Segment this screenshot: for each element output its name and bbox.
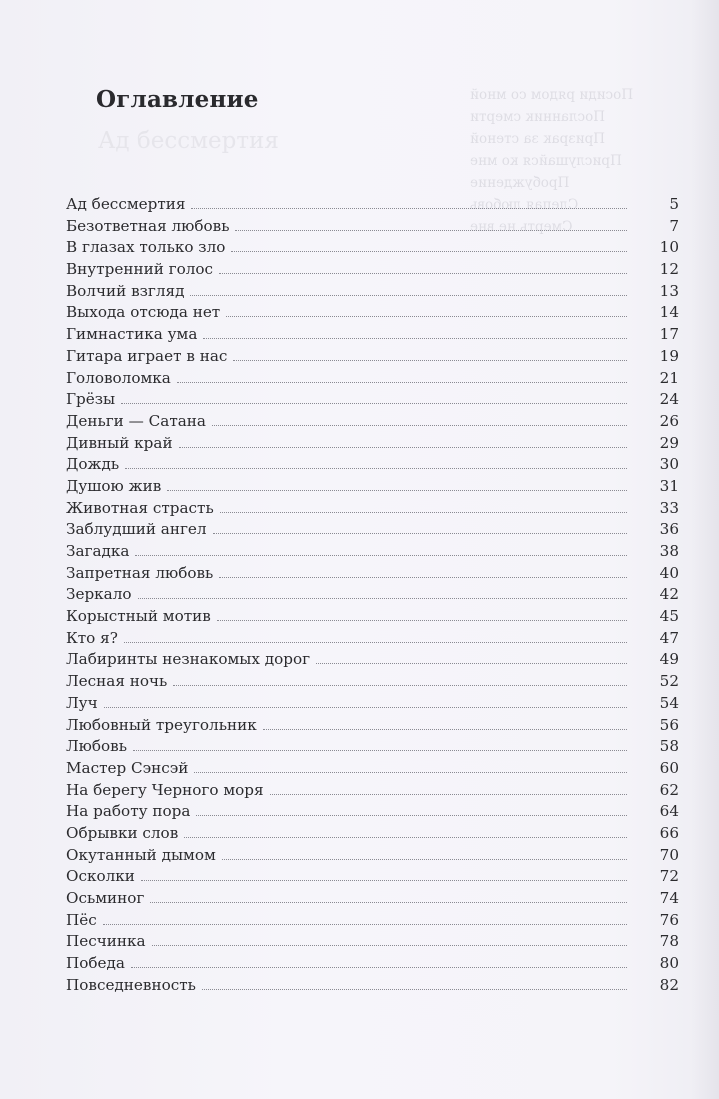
toc-entry[interactable]	[66, 346, 679, 368]
dot-leader	[121, 402, 627, 404]
dot-leader	[233, 359, 627, 361]
dot-leader	[131, 966, 627, 968]
toc-entry-page-number: 60	[659, 758, 679, 777]
toc-entry-page-number: 17	[659, 325, 679, 344]
toc-entry-title: Головоломка	[66, 368, 171, 387]
toc-entry-page-number: 80	[659, 954, 679, 973]
toc-entry-title: Внутренний голос	[66, 260, 214, 279]
dot-leader	[194, 771, 627, 773]
toc-entry[interactable]	[66, 931, 679, 953]
toc-entry-title: Мастер Сэнсэй	[66, 758, 189, 777]
dot-leader	[196, 814, 627, 816]
toc-entry-page-number: 21	[659, 368, 679, 387]
toc-entry-title: Зеркало	[66, 585, 132, 604]
toc-entry-page-number: 54	[659, 693, 679, 712]
toc-entry-title: Ад бессмертия	[66, 195, 186, 213]
toc-entry-title: Любовь	[66, 737, 128, 756]
toc-entry-page-number: 72	[659, 867, 679, 886]
toc-entry-page-number: 19	[659, 346, 679, 365]
toc-entry[interactable]	[66, 888, 679, 910]
toc-entry-title: Грёзы	[66, 390, 116, 409]
toc-entry[interactable]	[66, 584, 679, 606]
toc-entry-page-number: 13	[659, 281, 679, 300]
dot-leader	[103, 923, 627, 925]
toc-entry-title: Пёс	[66, 910, 97, 929]
dot-leader	[138, 597, 627, 599]
toc-entry-title: Безответная любовь	[66, 216, 230, 235]
dot-leader	[177, 381, 627, 383]
toc-entry-title: Загадка	[66, 542, 130, 560]
toc-entry[interactable]	[66, 606, 679, 628]
toc-entry-page-number: 70	[659, 845, 679, 864]
dot-leader	[222, 858, 627, 860]
toc-entry-title: Запретная любовь	[66, 563, 214, 582]
toc-entry[interactable]	[66, 389, 679, 411]
toc-entry[interactable]	[66, 237, 679, 259]
toc-entry-title: Гимнастика ума	[66, 325, 198, 344]
dot-leader	[226, 315, 627, 317]
toc-entry[interactable]	[66, 628, 679, 650]
bleed-through-line: Слепая любовь	[470, 197, 579, 213]
toc-entry-page-number: 24	[659, 390, 679, 409]
toc-entry[interactable]	[66, 693, 679, 715]
toc-entry[interactable]	[66, 281, 679, 303]
toc-entry-page-number: 29	[659, 433, 679, 452]
toc-entry[interactable]	[66, 866, 679, 888]
toc-entry-page-number: 12	[659, 260, 679, 279]
toc-entry-title: Лесная ночь	[66, 672, 168, 691]
toc-entry-page-number: 47	[659, 628, 679, 647]
toc-entry-title: Луч	[66, 693, 98, 712]
dot-leader	[213, 532, 627, 534]
dot-leader	[219, 272, 627, 274]
toc-entry[interactable]	[66, 259, 679, 281]
dot-leader	[191, 207, 627, 209]
dot-leader	[212, 424, 627, 426]
toc-entry-title: Животная страсть	[66, 498, 214, 517]
toc-entry-page-number: 26	[659, 411, 679, 430]
toc-entry-title: Любовный треугольник	[66, 715, 257, 734]
bleed-through-line: Прислушайся ко мне	[470, 153, 622, 169]
toc-entry[interactable]	[66, 758, 679, 780]
toc-entry-page-number: 52	[659, 672, 679, 691]
toc-entry-title: На работу пора	[66, 802, 191, 821]
toc-entry-title: Осколки	[66, 867, 135, 886]
toc-entry-page-number: 10	[659, 238, 679, 257]
toc-entry-title: Дождь	[66, 455, 120, 474]
toc-entry-page-number: 7	[669, 216, 679, 235]
bleed-through-line: Призрак за стеной	[470, 131, 606, 147]
dot-leader	[217, 619, 627, 621]
toc-entry-page-number: 82	[659, 975, 679, 994]
dot-leader	[141, 879, 627, 881]
page-title: Оглавление	[96, 86, 259, 113]
toc-entry-page-number: 66	[659, 823, 679, 842]
toc-entry-page-number: 30	[659, 455, 679, 474]
toc-entry[interactable]	[66, 910, 679, 932]
toc-entry-page-number: 76	[659, 910, 679, 929]
toc-entry-title: Лабиринты незнакомых дорог	[66, 650, 311, 669]
toc-entry-title: В глазах только зло	[66, 238, 226, 257]
dot-leader	[235, 229, 627, 231]
toc-entry-page-number: 64	[659, 802, 679, 821]
bleed-through-line: Посланник смерти	[470, 109, 605, 125]
bleed-through-line: Посиди рядом со мной	[470, 87, 634, 103]
toc-entry-title: Корыстный мотив	[66, 607, 211, 626]
toc-entry[interactable]	[66, 302, 679, 324]
toc-entry[interactable]	[66, 671, 679, 693]
toc-entry[interactable]	[66, 411, 679, 433]
toc-entry-page-number: 45	[659, 607, 679, 626]
toc-entry-title: Душою жив	[66, 476, 162, 495]
dot-leader	[150, 901, 627, 903]
toc-entry[interactable]	[66, 368, 679, 390]
dot-leader	[179, 446, 627, 448]
toc-entry-page-number: 36	[659, 520, 679, 539]
toc-entry-title: Победа	[66, 954, 125, 973]
toc-entry[interactable]	[66, 194, 679, 216]
toc-entry[interactable]	[66, 780, 679, 802]
dot-leader	[219, 576, 627, 578]
toc-entry-page-number: 58	[659, 737, 679, 756]
toc-entry-title: Выхода отсюда нет	[66, 303, 221, 322]
toc-entry[interactable]	[66, 801, 679, 823]
dot-leader	[152, 944, 627, 946]
toc-entry[interactable]	[66, 541, 679, 563]
bleed-through-line: Пробуждение	[470, 175, 570, 191]
toc-entry[interactable]	[66, 715, 679, 737]
dot-leader	[202, 988, 627, 990]
dot-leader	[124, 641, 627, 643]
dot-leader	[263, 728, 627, 730]
dot-leader	[231, 250, 627, 252]
toc-entry[interactable]	[66, 476, 679, 498]
toc-entry-title: Деньги — Сатана	[66, 411, 206, 430]
dot-leader	[133, 749, 627, 751]
toc-entry-title: Повседневность	[66, 975, 196, 994]
toc-entry-page-number: 40	[659, 563, 679, 582]
dot-leader	[135, 554, 627, 556]
toc-entry[interactable]	[66, 736, 679, 758]
dot-leader	[184, 836, 627, 838]
toc-entry[interactable]	[66, 845, 679, 867]
table-of-contents	[66, 194, 679, 996]
toc-entry-title: Кто я?	[66, 628, 118, 647]
toc-entry-page-number: 74	[659, 889, 679, 907]
toc-entry[interactable]	[66, 823, 679, 845]
toc-entry-title: Окутанный дымом	[66, 845, 216, 864]
toc-entry-page-number: 56	[659, 715, 679, 734]
dot-leader	[220, 511, 627, 513]
page-edge-shadow	[691, 0, 719, 1099]
toc-entry-page-number: 78	[659, 932, 679, 951]
toc-entry-title: Заблудший ангел	[66, 520, 207, 539]
toc-entry-page-number: 49	[659, 650, 679, 669]
dot-leader	[270, 793, 627, 795]
toc-entry[interactable]	[66, 563, 679, 585]
dot-leader	[173, 684, 627, 686]
toc-entry-page-number: 14	[659, 303, 679, 322]
dot-leader	[104, 706, 627, 708]
bleed-through-title: Ад бессмертия	[98, 128, 279, 154]
toc-entry[interactable]	[66, 519, 679, 541]
dot-leader	[167, 489, 627, 491]
bleed-through-line: Смерть не вне	[470, 219, 573, 235]
toc-entry[interactable]	[66, 454, 679, 476]
dot-leader	[190, 294, 627, 296]
toc-entry-page-number: 38	[659, 542, 679, 560]
toc-entry[interactable]	[66, 498, 679, 520]
toc-entry-title: Обрывки слов	[66, 823, 179, 842]
dot-leader	[203, 337, 627, 339]
toc-entry-title: Песчинка	[66, 932, 146, 951]
toc-entry-page-number: 5	[669, 195, 679, 213]
toc-entry[interactable]	[66, 649, 679, 671]
toc-entry-page-number: 42	[659, 585, 679, 604]
toc-entry[interactable]	[66, 433, 679, 455]
toc-entry[interactable]	[66, 216, 679, 238]
toc-entry-page-number: 33	[659, 498, 679, 517]
toc-entry-page-number: 62	[659, 780, 679, 799]
dot-leader	[125, 467, 627, 469]
toc-entry-title: На берегу Черного моря	[66, 780, 264, 799]
toc-entry-title: Гитара играет в нас	[66, 346, 228, 365]
toc-entry[interactable]	[66, 324, 679, 346]
dot-leader	[316, 662, 627, 664]
toc-entry-title: Осьминог	[66, 889, 145, 907]
toc-entry-title: Дивный край	[66, 433, 173, 452]
toc-entry-page-number: 31	[659, 476, 679, 495]
toc-entry-title: Волчий взгляд	[66, 281, 185, 300]
toc-entry[interactable]	[66, 975, 679, 997]
toc-entry[interactable]	[66, 953, 679, 975]
